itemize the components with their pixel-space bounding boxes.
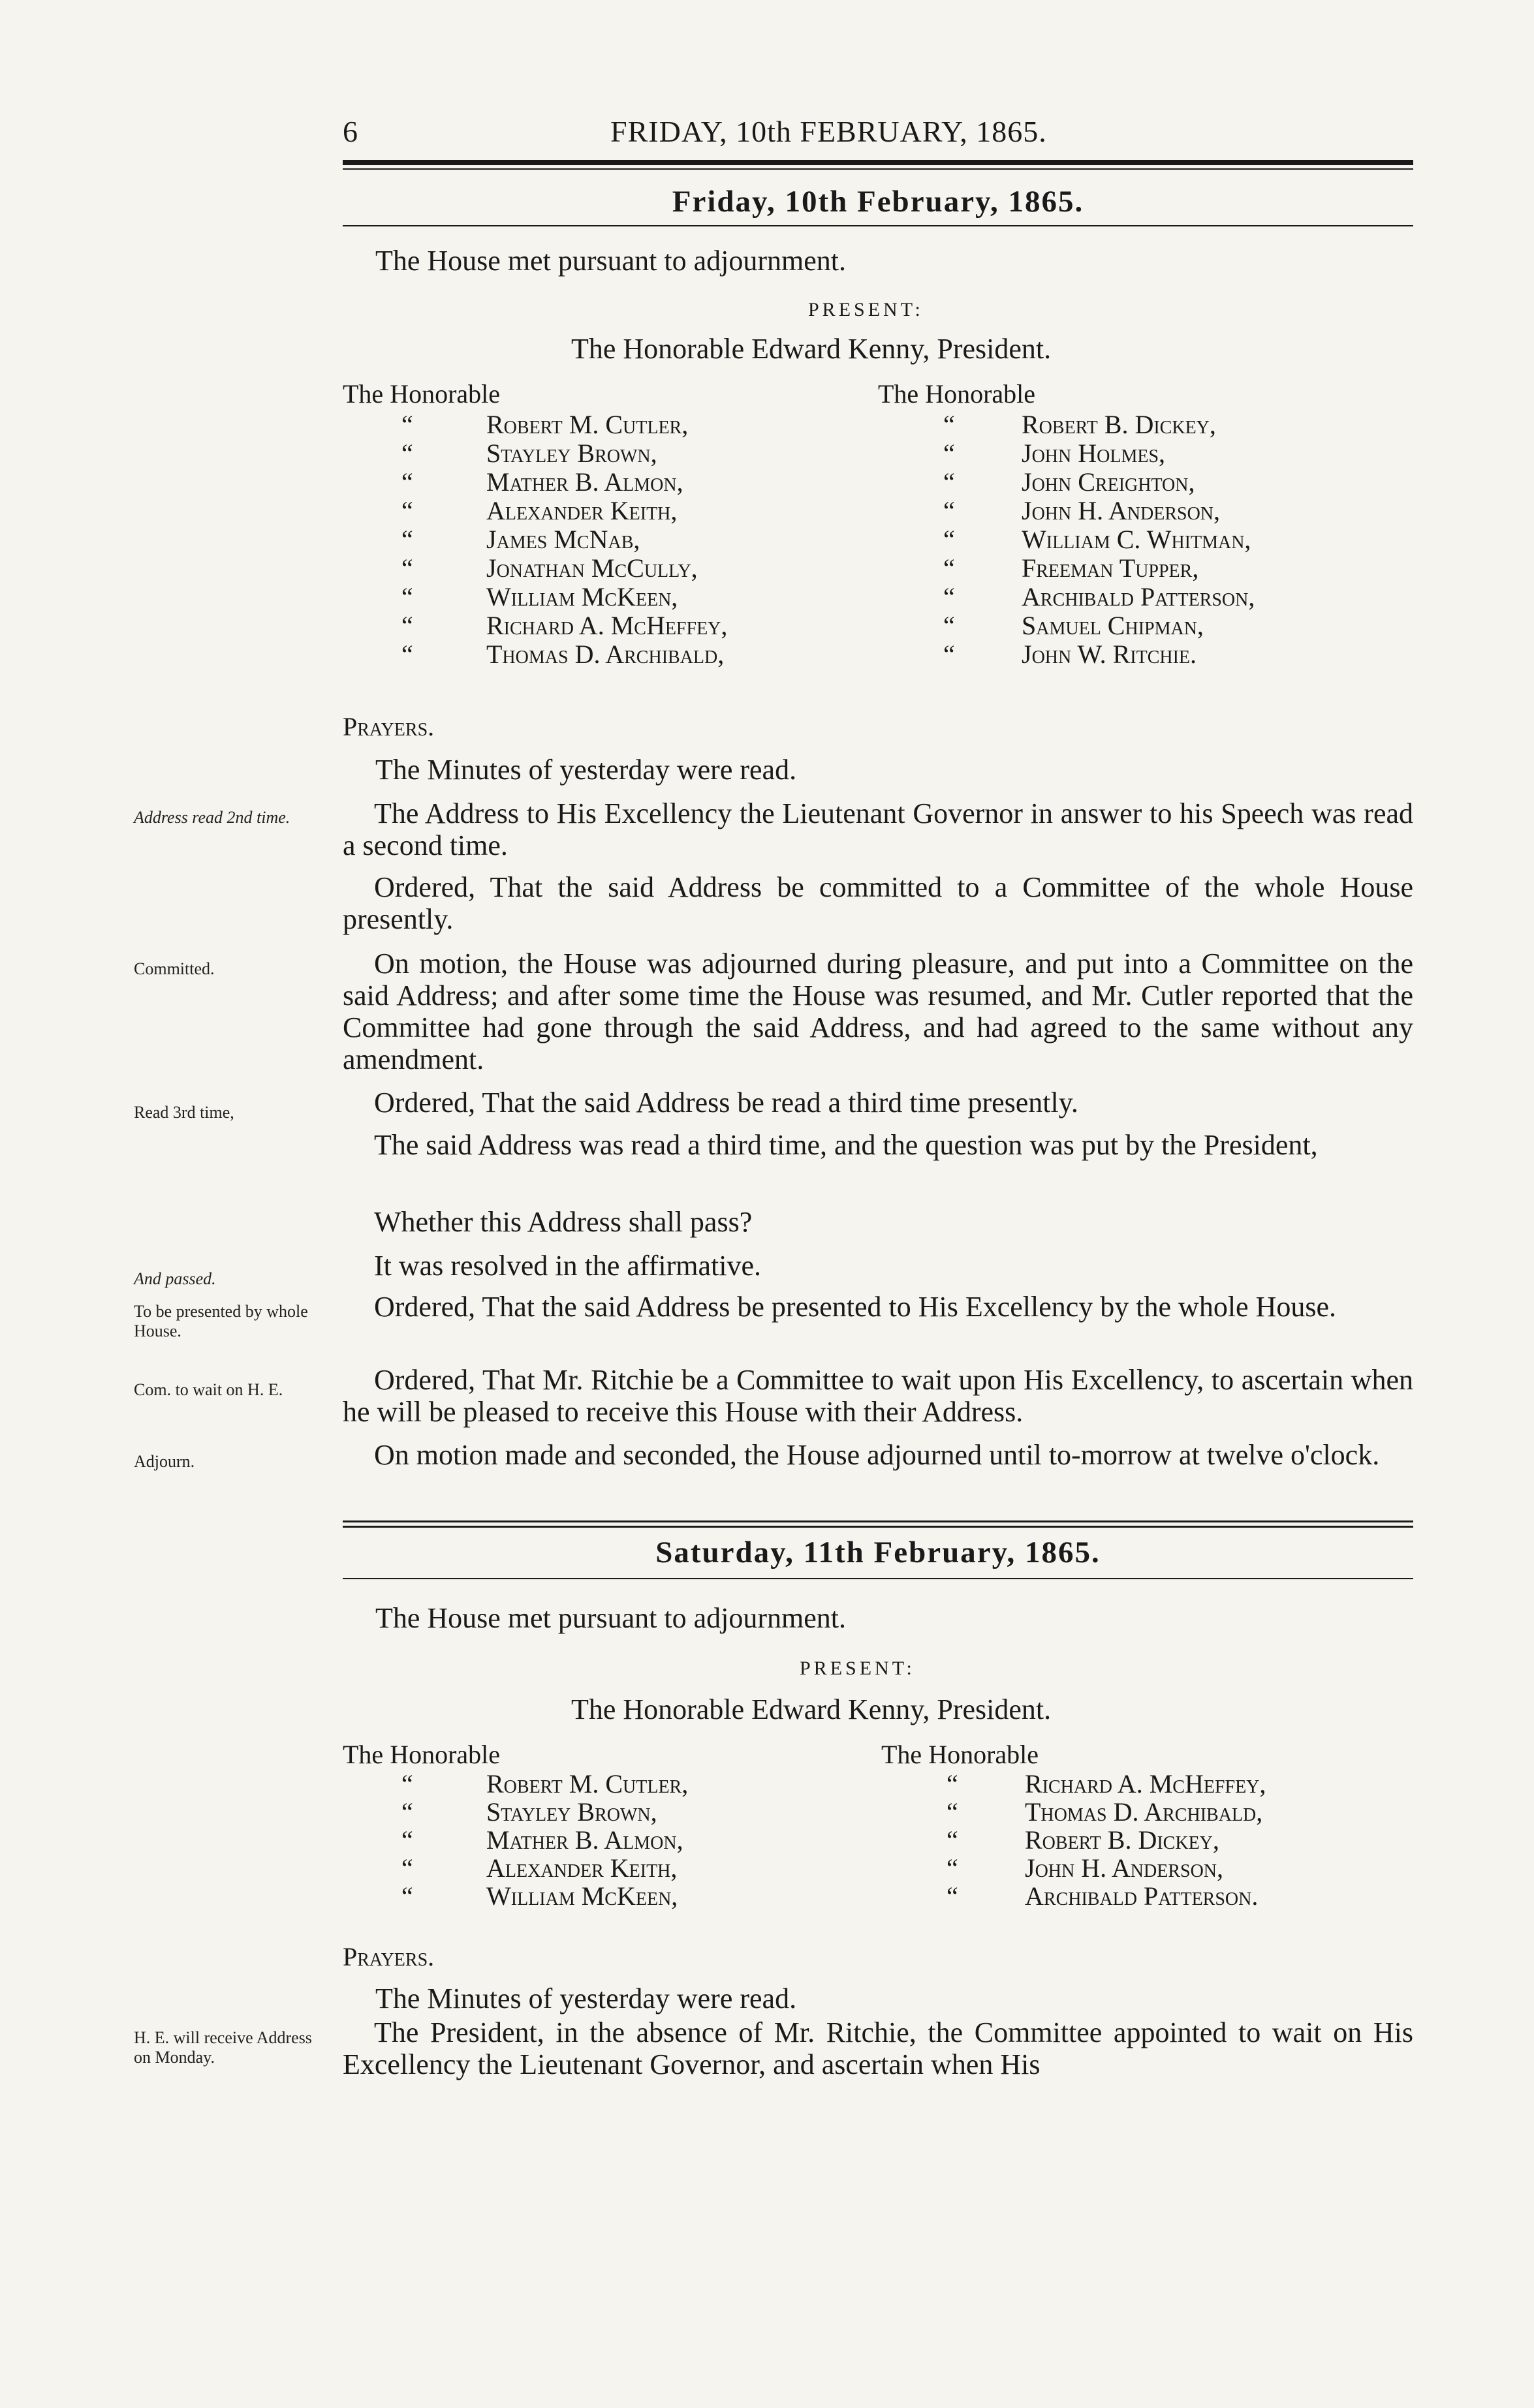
member-name: Archibald Patterson, [1022,582,1255,611]
header-rule-thick [343,160,1413,165]
day2-minutes: The Minutes of yesterday were read. [375,1983,797,2014]
ditto-mark: “ [401,1825,413,1855]
member-name: Alexander Keith, [486,1853,678,1883]
day1-para: Whether this Address shall pass? [374,1206,753,1238]
header-title: FRIDAY, 10th FEBRUARY, 1865. [610,115,1047,148]
day1-prayers: Prayers. [343,712,435,741]
day-divider-rule [343,1520,1413,1522]
margin-note: To be presented by whole House. [134,1302,308,1340]
ditto-mark: “ [943,496,955,525]
member-name: Richard A. McHeffey, [486,611,728,640]
member-name: Mather B. Almon, [486,1825,683,1855]
day2-right-head: The Honorable [881,1740,1039,1769]
day1-para: On motion, the House was adjourned during pleasure, and put into a Committee on the said Address; and after some time the House was resumed, and Mr. Cutler reported that the Committee had gone through the said Address, and had agreed to the same without any amendment. [343,948,1413,1075]
ditto-mark: “ [947,1853,958,1883]
member-name: James McNab, [486,525,640,554]
margin-note: Adjourn. [134,1452,195,1471]
ditto-mark: “ [943,582,955,611]
member-name: Thomas D. Archibald, [1025,1797,1263,1827]
margin-note: Committed. [134,959,215,978]
ditto-mark: “ [401,525,413,554]
day2-met: The House met pursuant to adjournment. [375,1602,846,1634]
ditto-mark: “ [947,1769,958,1798]
day1-present: PRESENT: [808,299,924,320]
ditto-mark: “ [401,640,413,669]
ditto-mark: “ [401,496,413,525]
day1-right-head: The Honorable [878,379,1036,409]
day1-president: The Honorable Edward Kenny, President. [571,333,1052,365]
day2-title-rule [343,1578,1413,1579]
ditto-mark: “ [401,1881,413,1911]
ditto-mark: “ [943,410,955,439]
day1-met: The House met pursuant to adjournment. [375,245,846,277]
ditto-mark: “ [943,525,955,554]
ditto-mark: “ [943,439,955,468]
member-name: Richard A. McHeffey, [1025,1769,1266,1798]
member-name: Jonathan McCully, [486,553,698,583]
member-name: John H. Anderson, [1025,1853,1224,1883]
member-name: Alexander Keith, [486,496,678,525]
day1-minutes: The Minutes of yesterday were read. [375,754,797,786]
member-name: William McKeen, [486,582,678,611]
member-name: William McKeen, [486,1881,678,1911]
member-name: Thomas D. Archibald, [486,640,725,669]
day-divider-rule [343,1526,1413,1528]
member-name: John W. Ritchie. [1022,640,1197,669]
member-name: Samuel Chipman, [1022,611,1204,640]
margin-note: Com. to wait on H. E. [134,1380,283,1399]
member-name: William C. Whitman, [1022,525,1251,554]
day1-para: Ordered, That Mr. Ritchie be a Committee to wait upon His Excellency, to ascertain when he will be pleased to receive this House with their Address. [343,1364,1413,1428]
member-name: John H. Anderson, [1022,496,1221,525]
ditto-mark: “ [401,1853,413,1883]
member-name: Archibald Patterson. [1025,1881,1259,1911]
member-name: John Creighton, [1022,467,1195,497]
ditto-mark: “ [401,1769,413,1798]
margin-note: And passed. [134,1269,216,1288]
day2-title: Saturday, 11th February, 1865. [655,1536,1101,1569]
header-rule-thin [343,168,1413,170]
ditto-mark: “ [943,467,955,497]
day1-para: Ordered, That the said Address be presented to His Excellency by the whole House. [374,1291,1336,1323]
day1-para: Ordered, That the said Address be committed to a Committee of the whole House presently. [343,871,1413,935]
day2-present: PRESENT: [800,1658,915,1679]
ditto-mark: “ [401,467,413,497]
day2-president: The Honorable Edward Kenny, President. [571,1693,1052,1725]
day2-prayers: Prayers. [343,1942,435,1971]
day1-para: The Address to His Excellency the Lieutenant Governor in answer to his Speech was read a second time. [343,797,1413,861]
day1-para: It was resolved in the affirmative. [374,1250,761,1282]
day1-title: Friday, 10th February, 1865. [672,185,1084,219]
member-name: Stayley Brown, [486,1797,657,1827]
day2-left-head: The Honorable [343,1740,501,1769]
margin-note: H. E. will receive Address on Monday. [134,2028,312,2067]
day1-para: The said Address was read a third time, and the question was put by the President, [374,1129,1318,1161]
day1-para: Ordered, That the said Address be read a third time presently. [374,1087,1078,1119]
ditto-mark: “ [401,439,413,468]
ditto-mark: “ [947,1797,958,1827]
member-name: Mather B. Almon, [486,467,683,497]
day1-para: On motion made and seconded, the House adjourned until to-morrow at twelve o'clock. [374,1439,1380,1471]
member-name: Robert M. Cutler, [486,410,689,439]
day2-para: The President, in the absence of Mr. Ritchie, the Committee appointed to wait on His Excellency the Lieutenant Governor, and ascertain when His [343,2016,1413,2080]
ditto-mark: “ [943,611,955,640]
ditto-mark: “ [947,1825,958,1855]
member-name: Robert B. Dickey, [1025,1825,1219,1855]
ditto-mark: “ [401,611,413,640]
margin-note: Read 3rd time, [134,1103,234,1122]
member-name: Robert B. Dickey, [1022,410,1216,439]
member-name: Stayley Brown, [486,439,657,468]
member-name: Freeman Tupper, [1022,553,1199,583]
ditto-mark: “ [401,1797,413,1827]
ditto-mark: “ [401,553,413,583]
ditto-mark: “ [401,582,413,611]
day1-title-rule [343,225,1413,226]
member-name: Robert M. Cutler, [486,1769,689,1798]
member-name: John Holmes, [1022,439,1166,468]
page-number: 6 [343,115,358,148]
ditto-mark: “ [943,553,955,583]
day1-left-head: The Honorable [343,379,501,409]
margin-note: Address read 2nd time. [134,808,290,827]
ditto-mark: “ [401,410,413,439]
ditto-mark: “ [943,640,955,669]
ditto-mark: “ [947,1881,958,1911]
